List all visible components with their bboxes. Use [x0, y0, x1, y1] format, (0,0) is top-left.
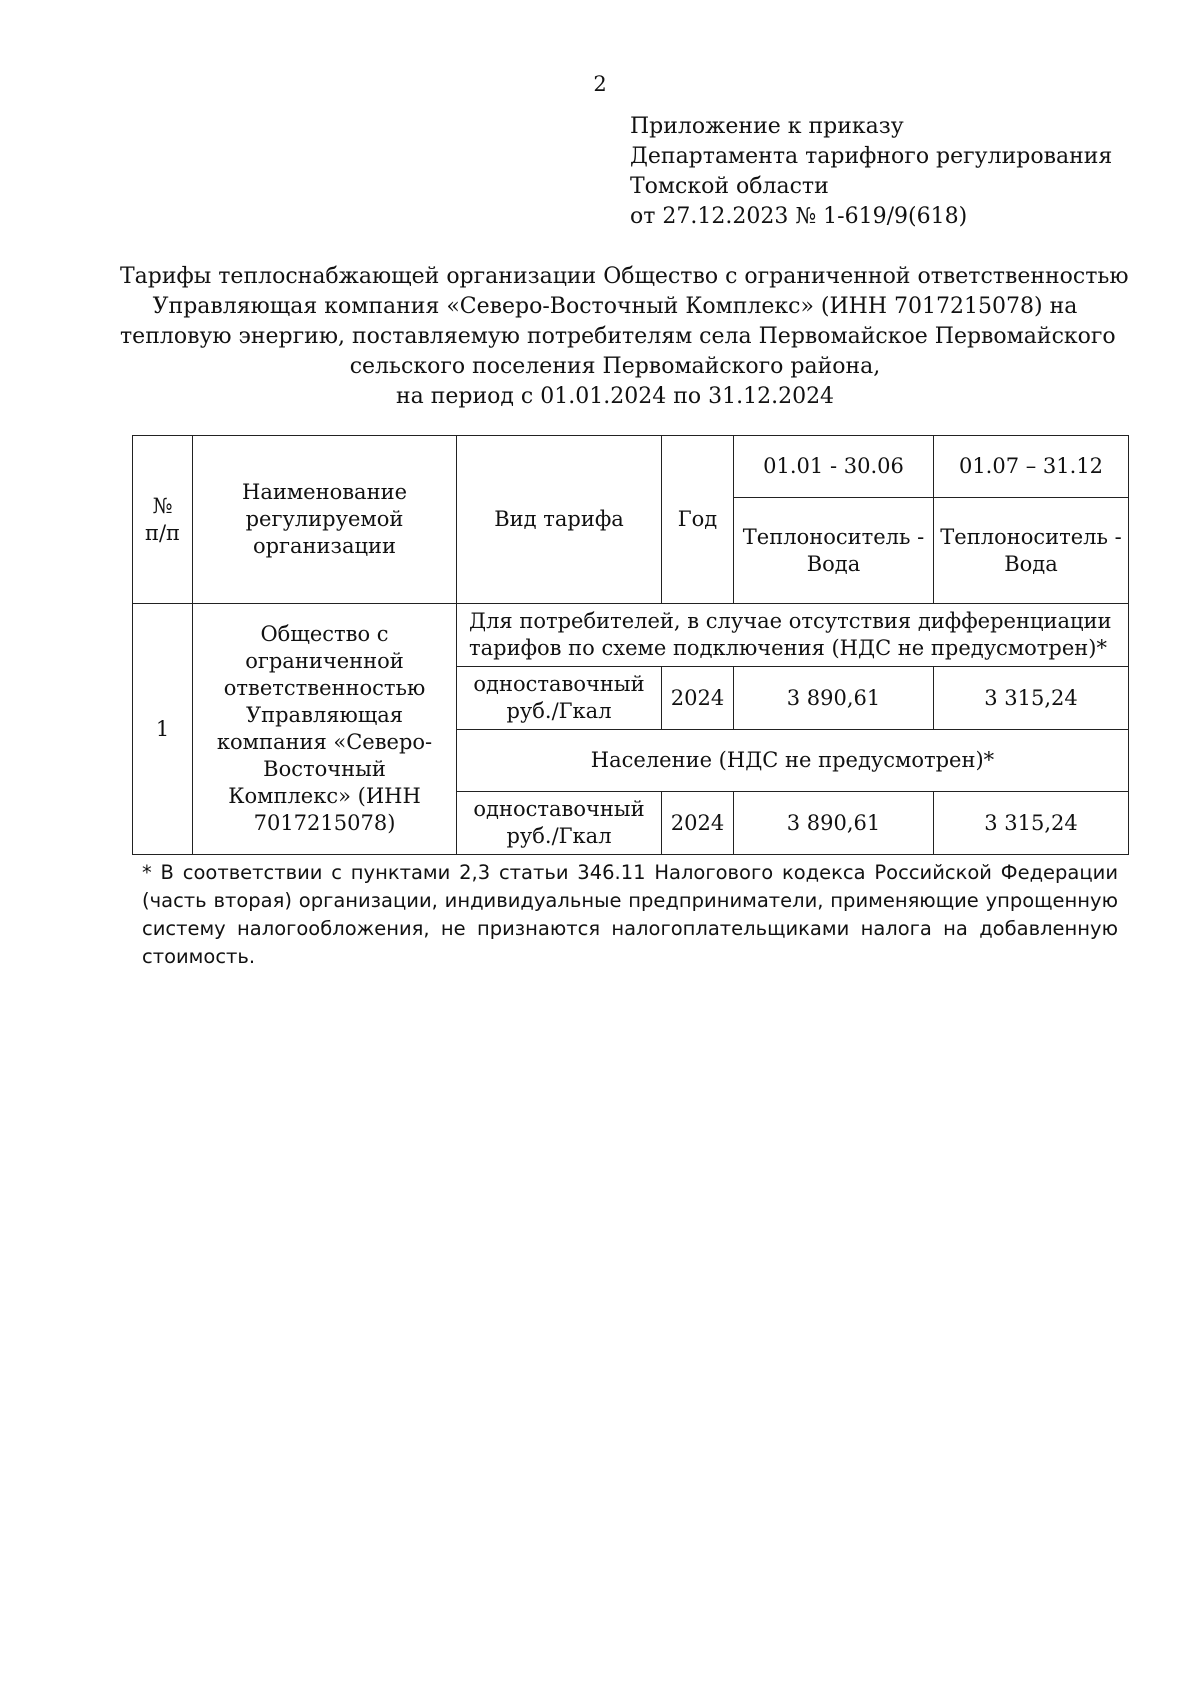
header-year: Год [662, 436, 734, 604]
appendix-line: от 27.12.2023 № 1-619/9(618) [630, 204, 968, 229]
title-line: тепловую энергию, поставляемую потребителям села Первомайское Первомайского [120, 324, 1116, 349]
row-num: 1 [133, 604, 193, 855]
appendix-header [630, 112, 1150, 232]
header-num: № п/п [133, 436, 193, 604]
document-title [120, 262, 1129, 412]
cell-value-1: 3 890,61 [734, 792, 934, 855]
cell-value-2: 3 315,24 [934, 667, 1129, 730]
header-carrier-1: Теплоноситель - Вода [734, 498, 934, 604]
cell-value-2: 3 315,24 [934, 792, 1129, 855]
header-period-2: 01.07 – 31.12 [934, 436, 1129, 498]
row-org: Общество с ограниченной ответственностью Управляющая компания «Северо-Восточный Комплекс» (ИНН 7017215078) [193, 604, 457, 855]
group-label: Для потребителей, в случае отсутствия дифференциации тарифов по схеме подключения (НДС не предусмотрен)* [457, 604, 1129, 667]
title-line: Тарифы теплоснабжающей организации Общество с ограниченной ответственностью [120, 264, 1129, 289]
footnote: * В соответствии с пунктами 2,3 статьи 346.11 Налогового кодекса Российской Федерации (часть вторая) организации, индивидуальные предприниматели, применяющие упрощенную систему налогообложения, не признаются налогоплательщиками налога на добавленную стоимость. [142, 861, 1118, 968]
cell-value-1: 3 890,61 [734, 667, 934, 730]
page-number: 2 [593, 72, 607, 96]
cell-tariff-type: одноставочный руб./Гкал [457, 792, 662, 855]
title-line: Управляющая компания «Северо-Восточный Комплекс» (ИНН 7017215078) на [152, 294, 1078, 319]
header-period-1: 01.01 - 30.06 [734, 436, 934, 498]
header-row [133, 436, 1129, 498]
title-line: сельского поселения Первомайского района, [349, 354, 881, 379]
group-label: Население (НДС не предусмотрен)* [457, 730, 1129, 792]
title-line: на период с 01.01.2024 по 31.12.2024 [395, 384, 835, 409]
appendix-line: Томской области [630, 174, 829, 199]
cell-year: 2024 [662, 792, 734, 855]
header-org: Наименование регулируемой организации [193, 436, 457, 604]
cell-year: 2024 [662, 667, 734, 730]
tariff-table [132, 435, 1129, 855]
header-tariff-type: Вид тарифа [457, 436, 662, 604]
header-carrier-2: Теплоноситель - Вода [934, 498, 1129, 604]
appendix-line: Приложение к приказу [630, 114, 904, 139]
cell-tariff-type: одноставочный руб./Гкал [457, 667, 662, 730]
table-row [133, 604, 1129, 667]
appendix-line: Департамента тарифного регулирования [630, 144, 1113, 169]
